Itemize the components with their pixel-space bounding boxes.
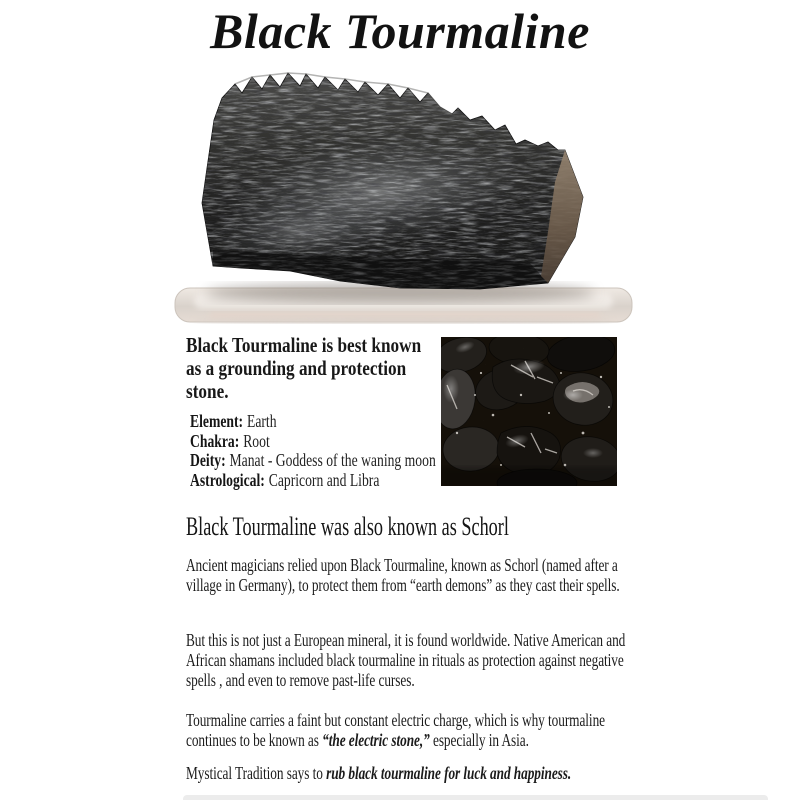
tumbled-stones-illustration bbox=[441, 337, 617, 486]
intro-heading-line: as a grounding and protection bbox=[186, 356, 407, 380]
property-chakra: Chakra: Root bbox=[190, 430, 270, 451]
property-element: Element: Earth bbox=[190, 411, 277, 431]
history-paragraph-1: Ancient magicians relied upon Black Tourmaline, known as Schorl (named after a village in Germany), to protect them from “earth demons” as they cast their spells. bbox=[186, 555, 620, 595]
hero-photo bbox=[150, 62, 650, 324]
history-heading: Black Tourmaline was also known as Schorl bbox=[186, 512, 509, 541]
history-paragraph-4: Mystical Tradition says to rub black tourmaline for luck and happiness. bbox=[186, 763, 572, 783]
property-deity: Deity: Manat - Goddess of the waning moon bbox=[190, 450, 436, 470]
intro-heading bbox=[186, 334, 421, 403]
tourmaline-specimen bbox=[202, 73, 583, 289]
history-paragraph-3: Tourmaline carries a faint but constant electric charge, which is why tourmaline continues to be known as “the electric stone,” especially in Asia. bbox=[186, 710, 605, 750]
page-title: Black Tourmaline bbox=[210, 3, 590, 59]
intro-heading-line: Black Tourmaline is best known bbox=[186, 333, 422, 357]
property-astrological: Astrological: Capricorn and Libra bbox=[190, 469, 380, 490]
history-paragraph-2: But this is not just a European mineral, it is found worldwide. Native American and African shamans included black tourmaline in rituals as protection against negative spells , and even to remove past-life curses. bbox=[186, 630, 626, 690]
intro-heading-line: stone. bbox=[186, 379, 229, 403]
cropped-next-section-edge bbox=[183, 795, 768, 800]
hero-photo-illustration bbox=[150, 62, 650, 324]
properties-list bbox=[190, 412, 436, 490]
tumbled-stones-photo bbox=[441, 337, 617, 486]
